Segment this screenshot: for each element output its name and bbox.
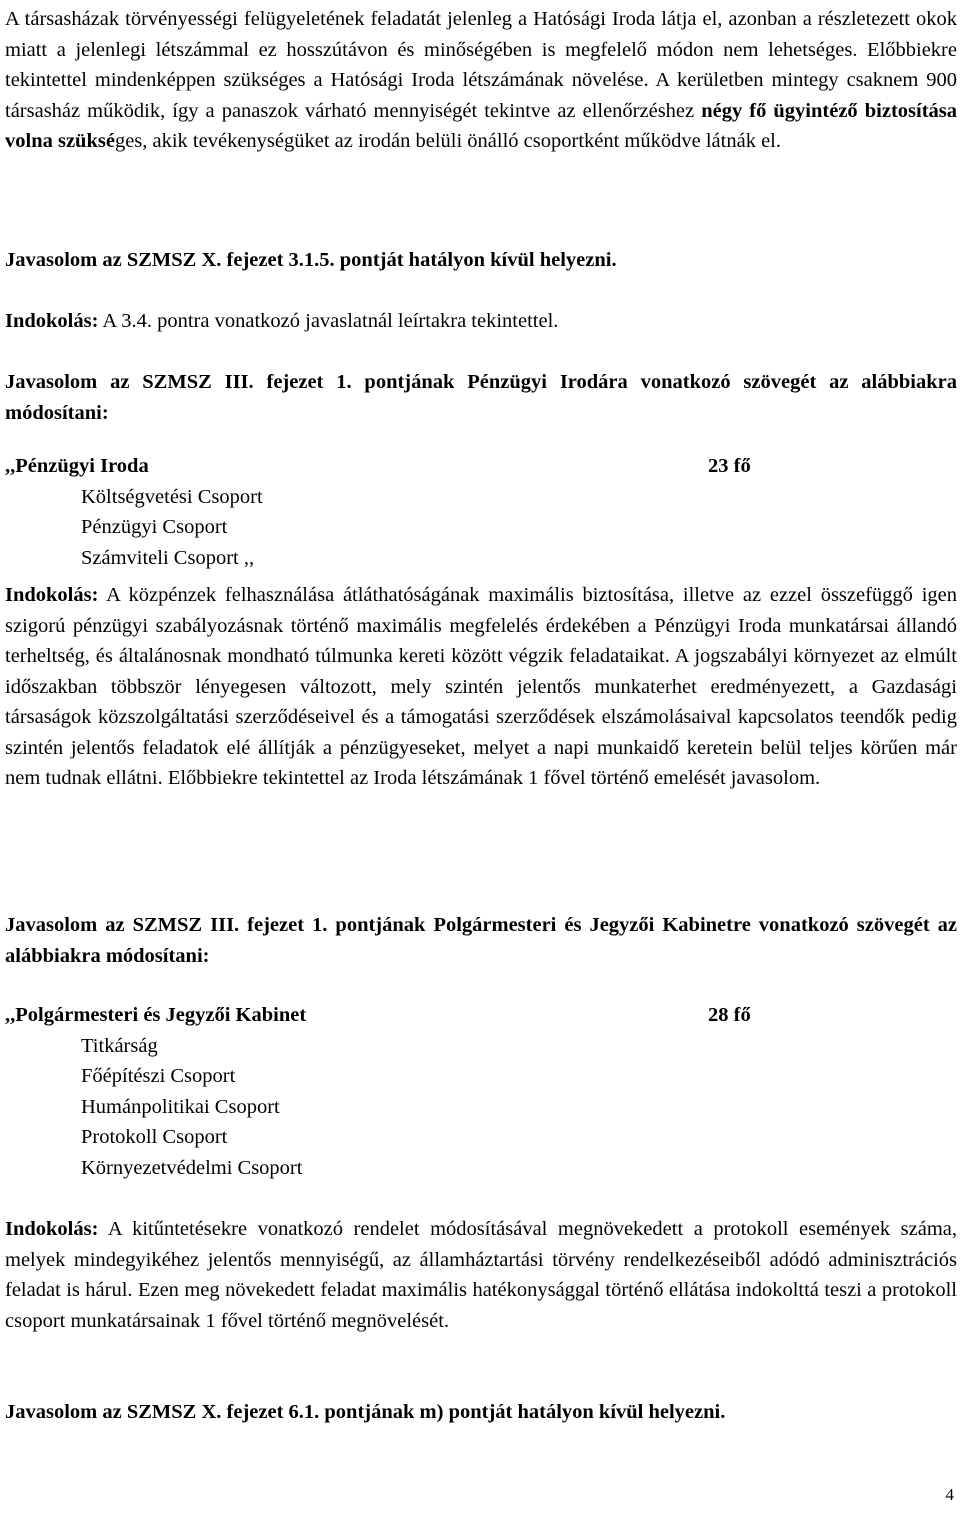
paragraph-text-end: ges, akik tevékenységüket az irodán belüli önálló csoportként működve látnák el. bbox=[114, 130, 781, 152]
proposal-heading-3: Javasolom az SZMSZ III. fejezet 1. pontjának Polgármesteri és Jegyzői Kabinetre vonatkozó szövegét az alábbiakra módosítani: bbox=[5, 914, 957, 967]
org-unit-headcount: 23 fő bbox=[708, 455, 751, 477]
proposal-heading-1: Javasolom az SZMSZ X. fejezet 3.1.5. pontját hatályon kívül helyezni. bbox=[5, 249, 617, 271]
proposal-heading-4: Javasolom az SZMSZ X. fejezet 6.1. pontjának m) pontját hatályon kívül helyezni. bbox=[5, 1401, 726, 1423]
justification-label: Indokolás: bbox=[5, 584, 99, 606]
justification-text: A közpénzek felhasználása átláthatóságának maximális biztosítása, illetve az ezzel összefüggő igen szigorú pénzügyi szabályozásnak történő maximális megfelelés érdekében a Pénzügyi Iroda munkatársai állandó terheltség, és általánosnak mondható túlmunka kereti között végzik feladataikat. A jogszabályi környezet az elmúlt időszakban többször lényegesen változott, mely szintén jelentős munkaterhet eredményezett, a Gazdasági társaságok közszolgáltatási szerződéseivel és a támogatási szerződések elszámolásaival kapcsolatos teendők pedig szintén jelentős feladatok elé állítják a pénzügyeseket, melyet a napi munkaidő keretein belül teljes körűen már nem tudnak ellátni. Előbbiekre tekintettel az Iroda létszámának 1 fővel történő emelését javasolom. bbox=[5, 584, 957, 789]
justification-3 bbox=[5, 1214, 957, 1336]
group-item: Környezetvédelmi Csoport bbox=[81, 1156, 303, 1179]
justification-2 bbox=[5, 580, 957, 794]
org-unit-name: ,,Polgármesteri és Jegyzői Kabinet bbox=[5, 1004, 307, 1026]
group-item: Költségvetési Csoport bbox=[81, 485, 263, 508]
page-number: 4 bbox=[945, 1485, 954, 1504]
org-unit-groups bbox=[81, 482, 263, 574]
justification-text: A 3.4. pontra vonatkozó javaslatnál leírtakra tekintettel. bbox=[98, 310, 559, 332]
group-item: Titkárság bbox=[81, 1034, 158, 1057]
justification-label: Indokolás: bbox=[5, 1218, 99, 1240]
justification-1 bbox=[5, 306, 558, 337]
group-item: Pénzügyi Csoport bbox=[81, 516, 228, 538]
paragraph-tarsashaz bbox=[5, 4, 957, 157]
group-item: Humánpolitikai Csoport bbox=[81, 1095, 280, 1118]
org-unit-name: ,,Pénzügyi Iroda bbox=[5, 455, 149, 477]
group-item: Számviteli Csoport ,, bbox=[81, 546, 255, 569]
justification-label: Indokolás: bbox=[5, 310, 99, 332]
justification-text: A kitűntetésekre vonatkozó rendelet módosításával megnövekedett a protokoll események száma, melyek mindegyikéhez jelentős mennyiségű, az államháztartási törvény rendelkezéseiből adódó adminisztrációs feladat is hárul. Ezen meg növekedett feladat maximális hatékonysággal történő ellátása indokolttá teszi a protokoll csoport munkatársainak 1 fővel történő megnövelését. bbox=[5, 1218, 957, 1332]
proposal-heading-2: Javasolom az SZMSZ III. fejezet 1. pontjának Pénzügyi Irodára vonatkozó szövegét az alábbiakra módosítani: bbox=[5, 371, 957, 424]
org-unit-groups bbox=[81, 1031, 302, 1184]
org-unit-headcount: 28 fő bbox=[708, 1004, 751, 1026]
paragraph-text: A társasházak törvényességi felügyeletének feladatát jelenleg a Hatósági Iroda látja el, azonban a részletezett okok miatt a jelenlegi létszámmal ez hosszútávon és minőségében is megfelelő módon nem lehetséges. Előbbiekre tekintettel mindenképpen szükséges a Hatósági Iroda létszámának növelése. A kerületben mintegy csaknem 900 társasház működik, így a panaszok várható mennyiségét tekintve az ellenőrzéshez bbox=[5, 8, 957, 122]
group-item: Főépítészi Csoport bbox=[81, 1065, 236, 1087]
group-item: Protokoll Csoport bbox=[81, 1126, 228, 1148]
paragraph-bold-text: négy fő ügyintéző biztosítása volna szüksé bbox=[5, 99, 957, 152]
